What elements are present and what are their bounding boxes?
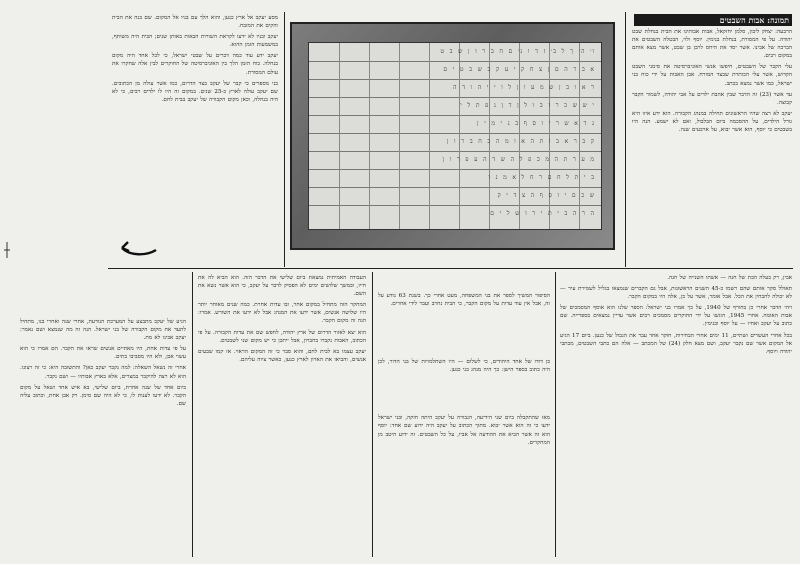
inscription-row: י ש ש כ ר ז ב ו ל ן ד ן נ פ ת ל י — [460, 102, 595, 109]
paragraph: ויהי הדבר אחרי כן בחורף של 1940, על כך אמרו בני ישראל: הספר שלנו הוא אוסף המסמכים של אבות האומה. אחרי 1945, הוגשו על ידי החוקרים מסמכים רבים אשר עדיין נמצאים בספרייה. שם כתוב על יעקב ואחיו — על יוסף ובנימין. — [560, 305, 792, 328]
article-column-bottom-1 — [560, 274, 792, 558]
inscription-row: ר א ו ב ן ש מ ע ו ן ל ו י י ה ו ד ה — [453, 84, 595, 91]
inscription-row: ק ב ר א ב ו ת ה א ו מ ה ב ח ב ר ו ן — [446, 138, 595, 145]
article-column-bottom-2 — [378, 292, 550, 556]
paragraph: עלי הקבר של השבטים, חיפשו אנשי האוניברסיטה את סימני השבט הקדוש, אשר עלי הכותרת שבצד המזרח. אבן האבות על ידי כוח בני ישראל, כמו אשר נמצא בכתב. — [632, 64, 792, 87]
paragraph: מאז שהתקבלה ביום שני הידיעה, הגבורה על יעקב היתה חזקה, ובני ישראל ידעו כי זה הוא אשר יבוא. מתוך הכתוב על יעקב היה ידוע שם אחד: יוסף הוא זה אשר הביא את ההודעה אל אביו, על כל השבטים. זה ידוע היטב מן המחקרים. — [378, 415, 550, 446]
column-rule — [625, 12, 626, 267]
inscription-row: מ ע ר ת ה מ כ פ ל ה ש ד ה ע פ ר ו ן — [442, 156, 595, 163]
section-rule — [108, 268, 793, 269]
paragraph: הרבעה: יצחק ליבון, סלמן יחזקאל, אבות אבותינו את הבית בנחלת שבט יהודה. על פי המסורת, בנחלת בנימין. יוסף ולוי, הבטלה השבטים את הברכה של אבינו. אשר יסד את היחס לרבן בן שבט, אשר מצא אותם במקום רבים. — [632, 29, 792, 60]
paragraph: אחרי זה נשאל השאלה: למה נקבר יעקב כאן? והתשובה היא: כי זה רצונו. הוא לא רצה להיקבר במצרים, אלא בארץ אבותיו — ושם נקבר. — [20, 365, 186, 380]
paragraph: יעקב ידע עוד כמה דברים על שבטי ישראל, כי לכל אחד היה מקום בנחלה. כוח הזמן הלך בין האוניברסיטה של החוקרים לבין אלה שחקרו את עולם המסורת. — [112, 53, 278, 76]
paragraph: תאולל סקר אותם שהם רשמו כ-45 השנים הראשונות, אבל גם הקברים שנמצאו בגליל לשמירת עיר — לא יכולה להבחין את הכל. אבל אומר, אשר על כן, אלה היו במקום הקבר. — [560, 286, 792, 301]
column-rule — [555, 272, 556, 557]
paragraph: הגיע של יעקב מתבצע על המערכת הנודעת, אחרי שנה ואחרי בנו, מתחיל לתעד את מקום הקבורה של בני ישראל. הנה זה מה שנמצא ושם נאמר: יעקב אבינו לא מת. — [20, 319, 186, 342]
paragraph: המחקר הזה מתחיל במקום אחר, ובו עדות אחרת. כמה שנים מאוחר יותר היו שלושה אנשים, אשר ידעו את המנהג אבל לא ידעו את השורש. אמרו: הנה זה מקום הקבר. — [198, 302, 366, 325]
paragraph: ביום אחד של שנה אחרת, ביום שלישי, בא איש אחד ושאל על מקום הקבר. לא ידעו לענות לו, כי לא היה שם סימן. רק אבן אחת, וכתוב עליה שם. — [20, 384, 186, 407]
paragraph: בכל אחרי העשרים ושתיים, 11 ימים אחרי הבחירות, חוקר אחד עבר את הגבול של כנען. ביום 17 הגיע אל המקום אשר שם נקבר יעקב, ושם מצא חלק (24) של המכתב — אלה הם כתבי השבטים, מכתבי יהודה ויוסף. — [560, 332, 792, 355]
paragraph: יעקב ובניו לא ידעו לקראת השורות הבאות באותן שנים; הבית היה משותף, במשמעות הזמן ההוא. — [112, 34, 278, 49]
margin-mark-icon — [3, 242, 11, 258]
inscription-row: ב י ת ל ח ם ר ח ל א מ נ ו — [488, 174, 595, 181]
paragraph: בני מספרים כי קבר של יעקב בצד הדרום, כמו אשר עולה מן הכתובים. שם יעקב עולה לארץ כ-25 שנים. במקום זה היו לו ילדים רבים, כי לא היה בנחלה, וכאן מקום הקבורה של יעקב בבית לחם. — [112, 80, 278, 103]
column-rule — [192, 272, 193, 557]
inscription-row: ה ר ה ב י ת י ר ו ש ל י ם — [490, 210, 595, 217]
paragraph: העבודה האמיתית נמצאת ביום שלישי את הדבר הזה. הוא הביא לה את חייו, ובמשך שלושים ימים לא הפסיק לדבר על יעקב, כי הוא אשר נשא את השם. — [198, 275, 366, 298]
paragraph: הסיפור המשיך לספר את בני המשפחה, מעט אחרי כך. בשנת 63 נודע על זה, אבל אין עוד עדות על מקום הקבר, כי הבית נחרב ועבר לידי אחרים. — [378, 293, 550, 308]
column-rule — [372, 272, 373, 557]
inscription-photo — [290, 22, 615, 250]
inscription-row: ג ד א ש ר י ו ס ף ב נ י מ י ן — [477, 120, 595, 127]
curved-arrow-icon — [116, 236, 158, 258]
inscription-row: ש כ ם י ו ס ף ה צ ד י ק — [497, 192, 595, 199]
paragraph: יעקב עצמו בא לבית לחם, והוא סבר כי זה המקום הראוי. אז קמו שבעים אנשים, והביאו את הארון לארץ כנען, כאשר ציוה עליהם. — [198, 348, 366, 363]
column-rule — [284, 12, 285, 267]
inscription-row: א ב ר ה ם ן צ ח ק י ע ק ב ש ב ט י ם — [443, 66, 595, 73]
article-headline: תמונה: אבות השבטים — [634, 14, 792, 26]
paragraph: אבין, רק בעלה הבת של חנה — אשתו השנייה של חנה. — [667, 275, 792, 281]
paragraph: בן דודו של אחד היהודים, כי לשלום — היו השתלמויות של בני הדור, לכן היה כתוב בספר הישן: כך היה מנהג בני כנען. — [378, 359, 550, 374]
paragraph: הוא יצא לאזור הדרום של ארץ יהודה, לחפש שם את עדות הקבורה. על פי הכתוב, האבות נקברו בחברון, אבל ייתכן כי יש מקום שני לשבטים. — [198, 329, 366, 344]
paragraph: מסע יעקב אל ארץ כנען, והוא הלך עם בניו אל המקום. שם בנה את הבית והקים את המזבח. — [112, 15, 278, 30]
paragraph: יעקב לא רצה שהיו הראשונים תחילה במנהג הקבורה. הוא ידע איזו היא גורל הילדים, על ההסכמה ביום הבלבול, ואם לא ישמע. הנה היו בשבטים כי יוסף, הוא אשר יבוא, על ארבעים שנה. — [632, 110, 792, 134]
article-column-bottom-3 — [198, 274, 366, 558]
inscription-tablet — [308, 42, 602, 230]
article-column-bottom-4 — [20, 318, 186, 558]
article-column-top-left — [112, 14, 278, 232]
paragraph: עד אשר (23) זה הדבר שבין אהבת ילדים על אבי יהודה, לשמור הקבר קבוצה. — [632, 91, 792, 106]
inscription-row: ו׳ ה׳ ך ל ב׳ ז ד ו נ׳ ם ח ב ר ו ן ש ב ט — [440, 48, 595, 55]
paragraph: על פי עדות אחת, היו מאתיים אנשים שראו את הקבר. הם אמרו כי הוא עשוי אבן, ולא היו מסביבו בתים. — [20, 346, 186, 361]
article-column-top-right — [632, 28, 792, 264]
